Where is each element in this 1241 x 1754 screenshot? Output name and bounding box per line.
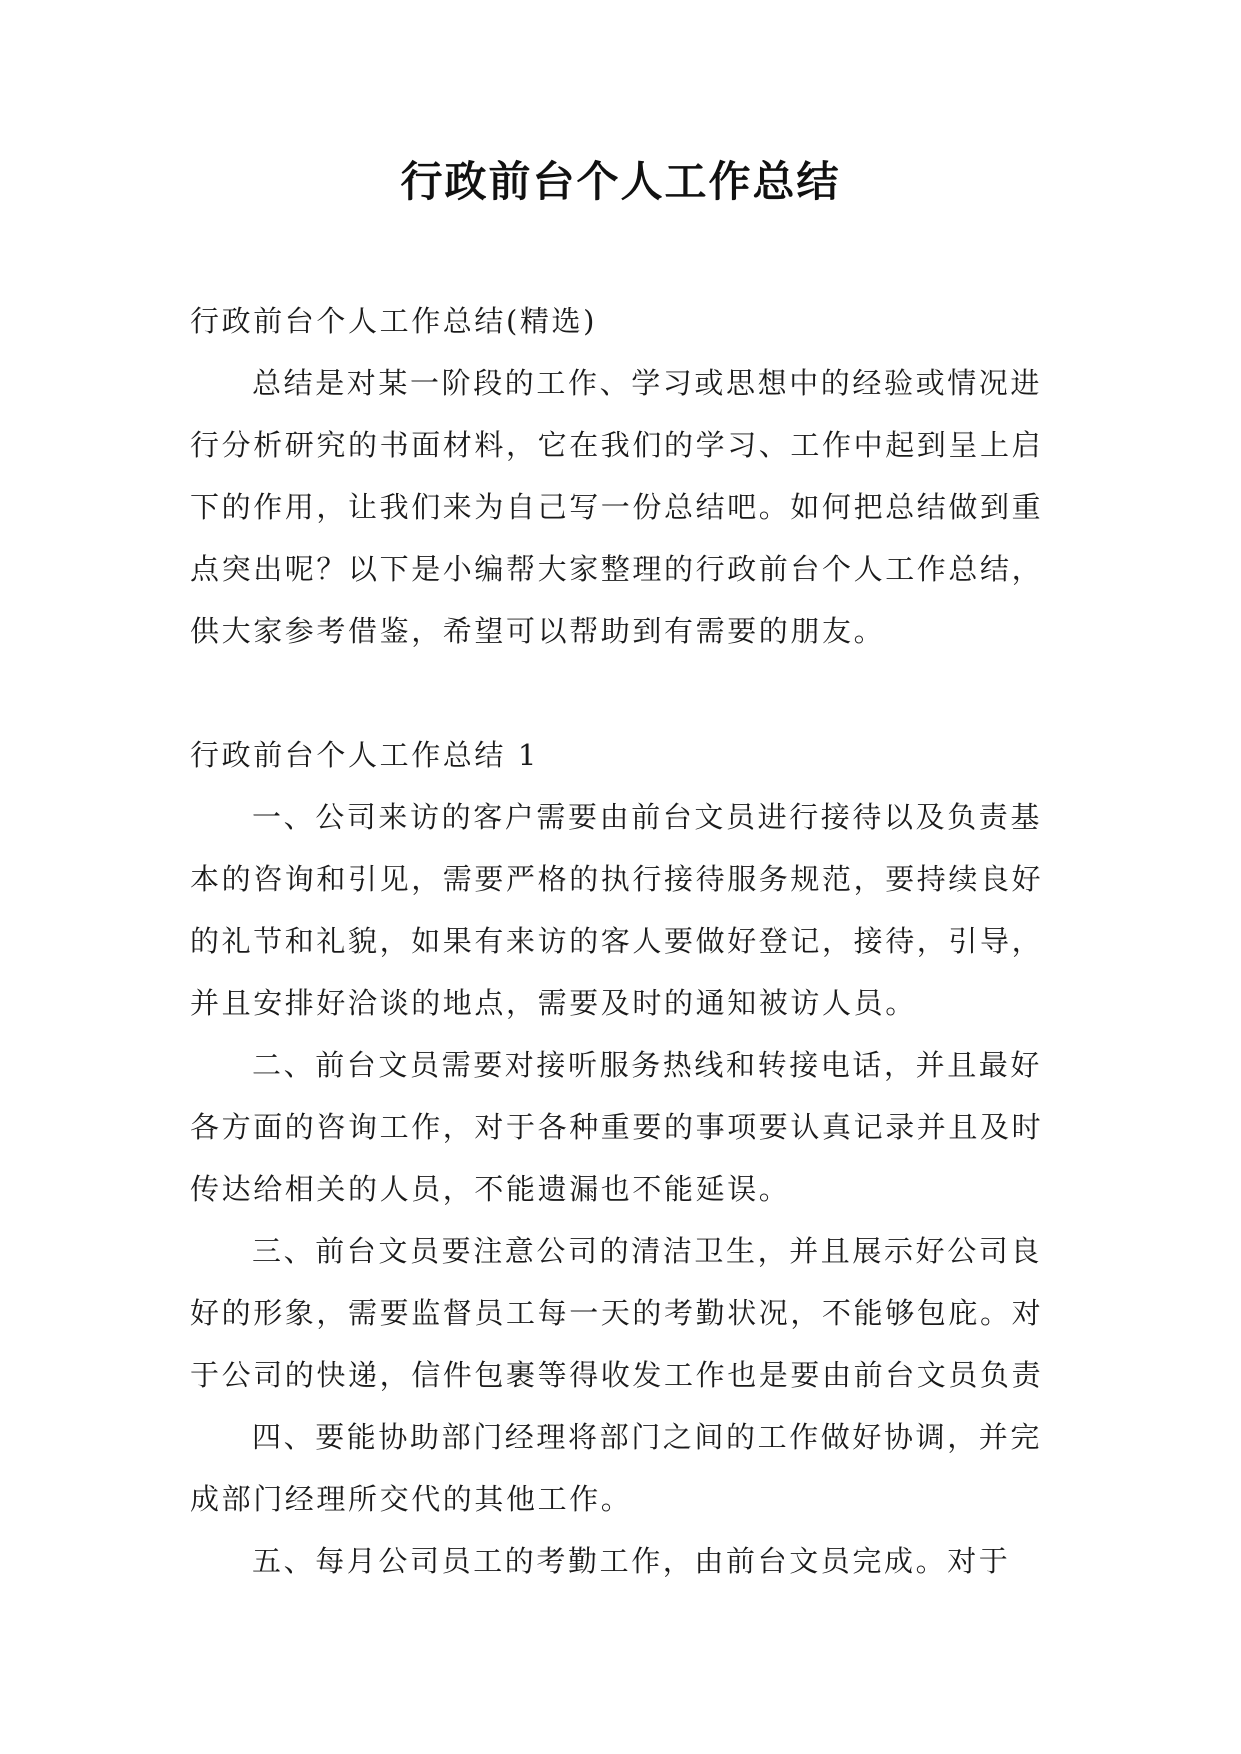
document-body xyxy=(190,290,1050,1592)
paragraph-5: 五、每月公司员工的考勤工作，由前台文员完成。对于 xyxy=(252,1544,1011,1578)
section-heading: 行政前台个人工作总结 1 xyxy=(190,738,539,772)
document-subtitle: 行政前台个人工作总结(精选) xyxy=(190,304,598,338)
paragraph-1: 一、公司来访的客户需要由前台文员进行接待以及负责基本的咨询和引见，需要严格的执行接待服务规范，要持续良好的礼节和礼貌，如果有来访的客人要做好登记，接待，引导，并且安排好洽谈的地点，需要及时的通知被访人员。 xyxy=(190,800,1044,1020)
intro-paragraph: 总结是对某一阶段的工作、学习或思想中的经验或情况进行分析研究的书面材料，它在我们的学习、工作中起到呈上启下的作用，让我们来为自己写一份总结吧。如何把总结做到重点突出呢？以下是小编帮大家整理的行政前台个人工作总结，供大家参考借鉴，希望可以帮助到有需要的朋友。 xyxy=(190,366,1044,648)
paragraph-4: 四、要能协助部门经理将部门之间的工作做好协调，并完成部门经理所交代的其他工作。 xyxy=(190,1420,1043,1516)
paragraph-2: 二、前台文员需要对接听服务热线和转接电话，并且最好各方面的咨询工作，对于各种重要的事项要认真记录并且及时传达给相关的人员，不能遗漏也不能延误。 xyxy=(190,1048,1044,1206)
paragraph-3: 三、前台文员要注意公司的清洁卫生，并且展示好公司良好的形象，需要监督员工每一天的考勤状况，不能够包庇。对于公司的快递，信件包裹等得收发工作也是要由前台文员负责 xyxy=(190,1234,1044,1392)
document-title: 行政前台个人工作总结 xyxy=(400,157,841,206)
